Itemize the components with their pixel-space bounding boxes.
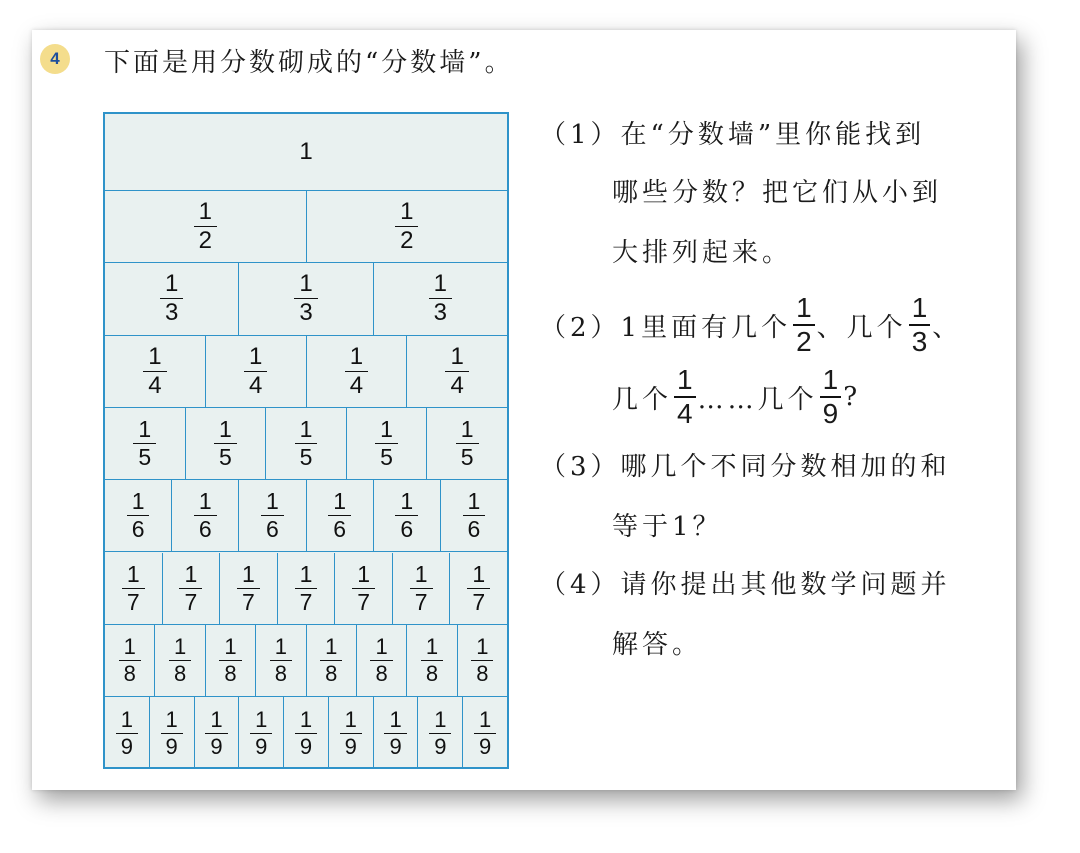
fraction-numerator: 1 bbox=[414, 560, 428, 587]
fraction-denominator: 6 bbox=[127, 515, 150, 541]
brick-fraction bbox=[179, 560, 202, 615]
brick-fraction bbox=[395, 200, 418, 253]
fraction-denominator: 4 bbox=[445, 371, 468, 398]
wall-brick bbox=[374, 263, 507, 335]
brick-fraction bbox=[471, 633, 493, 686]
question-2-text-d: 几个 bbox=[612, 384, 673, 415]
fraction-numerator: 1 bbox=[165, 706, 178, 732]
wall-brick bbox=[307, 336, 408, 408]
question-3-line-1: （3）哪几个不同分数相加的和 bbox=[540, 452, 951, 482]
fraction-denominator: 3 bbox=[429, 298, 452, 325]
fraction-denominator: 5 bbox=[456, 443, 479, 469]
brick-fraction bbox=[270, 633, 292, 686]
wall-brick bbox=[105, 191, 307, 263]
question-2-text-e: ……几个 bbox=[697, 384, 818, 415]
fraction-denominator: 7 bbox=[122, 588, 145, 614]
wall-brick bbox=[206, 336, 307, 408]
fraction-one-quarter bbox=[674, 366, 696, 428]
fraction-numerator: 1 bbox=[472, 560, 486, 587]
fraction-numerator: 1 bbox=[400, 198, 414, 226]
wall-brick bbox=[155, 625, 205, 697]
fraction-denominator: 3 bbox=[909, 324, 931, 356]
fraction-numerator: 1 bbox=[138, 416, 152, 443]
fraction-numerator: 1 bbox=[218, 416, 232, 443]
brick-fraction bbox=[467, 560, 490, 615]
fraction-denominator: 9 bbox=[205, 733, 227, 758]
wall-brick bbox=[441, 480, 507, 552]
wall-brick bbox=[105, 408, 186, 480]
fraction-denominator: 4 bbox=[345, 371, 368, 398]
fraction-numerator: 1 bbox=[198, 488, 212, 515]
fraction-denominator: 7 bbox=[352, 588, 375, 614]
question-1-line-2: 哪些分数？把它们从小到 bbox=[612, 178, 943, 208]
fraction-denominator: 9 bbox=[340, 733, 362, 758]
brick-fraction bbox=[116, 706, 138, 759]
brick-fraction bbox=[370, 633, 392, 686]
fraction-numerator: 1 bbox=[126, 560, 140, 587]
wall-brick bbox=[186, 408, 267, 480]
brick-fraction bbox=[384, 706, 406, 759]
brick-fraction bbox=[294, 272, 317, 325]
fraction-denominator: 9 bbox=[474, 733, 496, 758]
fraction-numerator: 1 bbox=[389, 706, 402, 732]
wall-brick bbox=[374, 697, 419, 769]
brick-fraction bbox=[463, 490, 486, 541]
fraction-denominator: 9 bbox=[295, 733, 317, 758]
wall-brick bbox=[463, 697, 507, 769]
fraction-numerator: 1 bbox=[349, 342, 364, 370]
wall-brick bbox=[407, 336, 507, 408]
question-4-line-1: （4）请你提出其他数学问题并 bbox=[540, 570, 951, 600]
fraction-denominator: 9 bbox=[161, 733, 183, 758]
brick-fraction bbox=[237, 560, 260, 615]
fraction-numerator: 1 bbox=[479, 706, 492, 732]
wall-row-2 bbox=[105, 191, 507, 263]
fraction-denominator: 8 bbox=[370, 660, 392, 685]
question-2-line-2 bbox=[612, 366, 861, 428]
wall-brick bbox=[105, 336, 206, 408]
fraction-one-half bbox=[793, 294, 815, 356]
fraction-numerator: 1 bbox=[434, 706, 447, 732]
fraction-numerator: 1 bbox=[224, 633, 237, 659]
question-2-text-c: 、 bbox=[932, 312, 963, 343]
brick-fraction bbox=[169, 633, 191, 686]
fraction-numerator: 1 bbox=[242, 560, 255, 587]
brick-fraction bbox=[219, 633, 241, 686]
fraction-denominator: 6 bbox=[463, 515, 486, 541]
brick-fraction bbox=[456, 418, 479, 469]
brick-fraction bbox=[295, 560, 318, 615]
question-4-line-2: 解答。 bbox=[612, 630, 703, 660]
wall-row-whole bbox=[105, 114, 507, 191]
fraction-numerator: 1 bbox=[123, 633, 136, 659]
wall-brick bbox=[239, 480, 306, 552]
fraction-numerator: 1 bbox=[822, 364, 839, 395]
wall-brick bbox=[256, 625, 306, 697]
wall-brick bbox=[418, 697, 463, 769]
wall-row-4 bbox=[105, 336, 507, 408]
wall-brick bbox=[357, 625, 407, 697]
fraction-denominator: 9 bbox=[116, 733, 138, 758]
fraction-denominator: 7 bbox=[467, 588, 490, 614]
wall-brick bbox=[374, 480, 441, 552]
fraction-numerator: 1 bbox=[325, 633, 338, 659]
fraction-wall bbox=[103, 112, 509, 769]
fraction-numerator: 1 bbox=[911, 292, 928, 323]
fraction-denominator: 9 bbox=[820, 396, 842, 428]
fraction-numerator: 1 bbox=[796, 292, 812, 323]
brick-fraction bbox=[429, 706, 451, 759]
fraction-denominator: 8 bbox=[119, 660, 141, 685]
fraction-numerator: 1 bbox=[299, 416, 313, 443]
wall-brick bbox=[458, 625, 507, 697]
fraction-numerator: 1 bbox=[433, 270, 447, 298]
fraction-numerator: 1 bbox=[450, 342, 464, 370]
fraction-numerator: 1 bbox=[274, 633, 287, 659]
brick-fraction bbox=[160, 272, 183, 325]
fraction-numerator: 1 bbox=[164, 270, 179, 298]
fraction-numerator: 1 bbox=[184, 560, 198, 587]
wall-brick bbox=[105, 480, 172, 552]
fraction-denominator: 6 bbox=[194, 515, 217, 541]
fraction-numerator: 1 bbox=[460, 416, 474, 443]
fraction-numerator: 1 bbox=[299, 270, 313, 298]
brick-fraction bbox=[214, 418, 237, 469]
brick-fraction bbox=[421, 633, 443, 686]
fraction-denominator: 2 bbox=[793, 324, 815, 356]
fraction-numerator: 1 bbox=[299, 560, 313, 587]
brick-fraction bbox=[345, 342, 368, 399]
wall-row-8 bbox=[105, 625, 507, 697]
fraction-denominator: 8 bbox=[169, 660, 191, 685]
brick-fraction bbox=[395, 490, 418, 541]
fraction-numerator: 1 bbox=[344, 706, 357, 732]
fraction-denominator: 6 bbox=[395, 515, 418, 541]
brick-fraction bbox=[295, 706, 317, 759]
fraction-denominator: 9 bbox=[384, 733, 406, 758]
fraction-denominator: 5 bbox=[214, 443, 237, 469]
fraction-one-third bbox=[909, 294, 931, 356]
fraction-denominator: 8 bbox=[320, 660, 342, 685]
brick-fraction bbox=[133, 418, 156, 469]
wall-row-5 bbox=[105, 408, 507, 480]
wall-brick bbox=[105, 697, 150, 769]
brick-fraction bbox=[244, 342, 267, 399]
wall-brick bbox=[407, 625, 457, 697]
fraction-denominator: 5 bbox=[375, 443, 398, 469]
fraction-numerator: 1 bbox=[120, 706, 134, 732]
brick-fraction bbox=[161, 706, 183, 759]
fraction-numerator: 1 bbox=[173, 633, 187, 659]
fraction-denominator: 7 bbox=[179, 588, 202, 614]
brick-fraction bbox=[429, 272, 452, 325]
fraction-numerator: 1 bbox=[266, 488, 279, 515]
question-2-text-a: （2）1里面有几个 bbox=[540, 312, 792, 343]
wall-row-6 bbox=[105, 480, 507, 552]
fraction-numerator: 1 bbox=[467, 488, 481, 515]
wall-brick bbox=[163, 553, 221, 625]
fraction-denominator: 3 bbox=[160, 298, 183, 325]
brick-fraction bbox=[127, 490, 150, 541]
fraction-numerator: 1 bbox=[400, 488, 414, 515]
question-2-text-f: ? bbox=[843, 382, 862, 412]
fraction-numerator: 1 bbox=[375, 633, 388, 659]
wall-row-7 bbox=[105, 553, 507, 625]
wall-row-3 bbox=[105, 263, 507, 335]
fraction-numerator: 1 bbox=[198, 198, 212, 226]
fraction-numerator: 1 bbox=[333, 488, 346, 515]
brick-fraction bbox=[194, 200, 217, 253]
fraction-denominator: 6 bbox=[261, 515, 284, 541]
fraction-denominator: 5 bbox=[133, 443, 156, 469]
fraction-numerator: 1 bbox=[476, 633, 489, 659]
brick-fraction bbox=[295, 418, 318, 469]
brick-fraction bbox=[474, 706, 496, 759]
fraction-denominator: 4 bbox=[244, 371, 267, 398]
fraction-numerator: 1 bbox=[131, 488, 145, 515]
question-1-line-1: （1）在“分数墙”里你能找到 bbox=[540, 120, 926, 150]
brick-fraction bbox=[119, 633, 141, 686]
wall-row-9 bbox=[105, 697, 507, 769]
brick-fraction bbox=[410, 560, 433, 615]
brick-fraction bbox=[143, 342, 166, 399]
brick-fraction bbox=[352, 560, 375, 615]
wall-brick bbox=[105, 625, 155, 697]
fraction-numerator: 1 bbox=[380, 416, 393, 443]
wall-brick bbox=[347, 408, 428, 480]
brick-fraction bbox=[250, 706, 272, 759]
fraction-numerator: 1 bbox=[357, 560, 370, 587]
brick-fraction bbox=[205, 706, 227, 759]
brick-fraction bbox=[445, 342, 468, 399]
brick-fraction bbox=[261, 490, 284, 541]
question-1-line-3: 大排列起来。 bbox=[612, 238, 793, 268]
wall-brick bbox=[307, 480, 374, 552]
wall-brick-whole bbox=[105, 114, 507, 191]
fraction-denominator: 8 bbox=[471, 660, 493, 685]
wall-brick bbox=[427, 408, 507, 480]
brick-fraction bbox=[320, 633, 342, 686]
wall-brick bbox=[239, 263, 373, 335]
fraction-numerator: 1 bbox=[210, 706, 223, 732]
fraction-denominator: 3 bbox=[294, 298, 317, 325]
wall-brick bbox=[206, 625, 256, 697]
brick-fraction bbox=[122, 560, 145, 615]
fraction-numerator: 1 bbox=[148, 342, 162, 370]
fraction-denominator: 7 bbox=[295, 588, 318, 614]
fraction-denominator: 7 bbox=[410, 588, 433, 614]
wall-brick bbox=[150, 697, 195, 769]
fraction-denominator: 8 bbox=[219, 660, 241, 685]
wall-brick bbox=[105, 263, 239, 335]
fraction-denominator: 8 bbox=[421, 660, 443, 685]
question-3-line-2: 等于1？ bbox=[612, 512, 723, 542]
brick-fraction bbox=[375, 418, 398, 469]
question-2-text-b: 、几个 bbox=[816, 312, 907, 343]
page-title: 下面是用分数砌成的“分数墙”。 bbox=[104, 48, 514, 78]
fraction-denominator: 5 bbox=[295, 443, 318, 469]
wall-brick bbox=[220, 553, 278, 625]
fraction-one-ninth bbox=[820, 366, 842, 428]
fraction-denominator: 4 bbox=[674, 396, 696, 428]
fraction-denominator: 9 bbox=[429, 733, 451, 758]
fraction-numerator: 1 bbox=[299, 706, 313, 732]
fraction-numerator: 1 bbox=[255, 706, 268, 732]
wall-brick bbox=[284, 697, 329, 769]
wall-brick bbox=[278, 553, 336, 625]
fraction-numerator: 1 bbox=[677, 364, 693, 395]
wall-brick bbox=[195, 697, 240, 769]
fraction-denominator: 7 bbox=[237, 588, 260, 614]
wall-brick bbox=[105, 553, 163, 625]
fraction-denominator: 9 bbox=[250, 733, 272, 758]
fraction-denominator: 8 bbox=[270, 660, 292, 685]
wall-brick bbox=[307, 191, 508, 263]
fraction-denominator: 6 bbox=[328, 515, 351, 541]
brick-fraction bbox=[328, 490, 351, 541]
wall-brick bbox=[172, 480, 239, 552]
wall-brick bbox=[266, 408, 347, 480]
fraction-numerator: 1 bbox=[248, 342, 263, 370]
wall-brick bbox=[335, 553, 393, 625]
fraction-denominator: 2 bbox=[395, 226, 418, 253]
question-number-badge: 4 bbox=[40, 44, 70, 74]
question-2-line-1 bbox=[540, 294, 962, 356]
wall-brick bbox=[393, 553, 451, 625]
wall-brick bbox=[450, 553, 507, 625]
wall-brick bbox=[329, 697, 374, 769]
brick-fraction bbox=[194, 490, 217, 541]
fraction-numerator: 1 bbox=[425, 633, 439, 659]
fraction-denominator: 4 bbox=[143, 371, 166, 398]
brick-fraction bbox=[340, 706, 362, 759]
fraction-denominator: 2 bbox=[194, 226, 217, 253]
wall-brick bbox=[239, 697, 284, 769]
brick-value: 1 bbox=[299, 138, 313, 165]
wall-brick bbox=[307, 625, 357, 697]
